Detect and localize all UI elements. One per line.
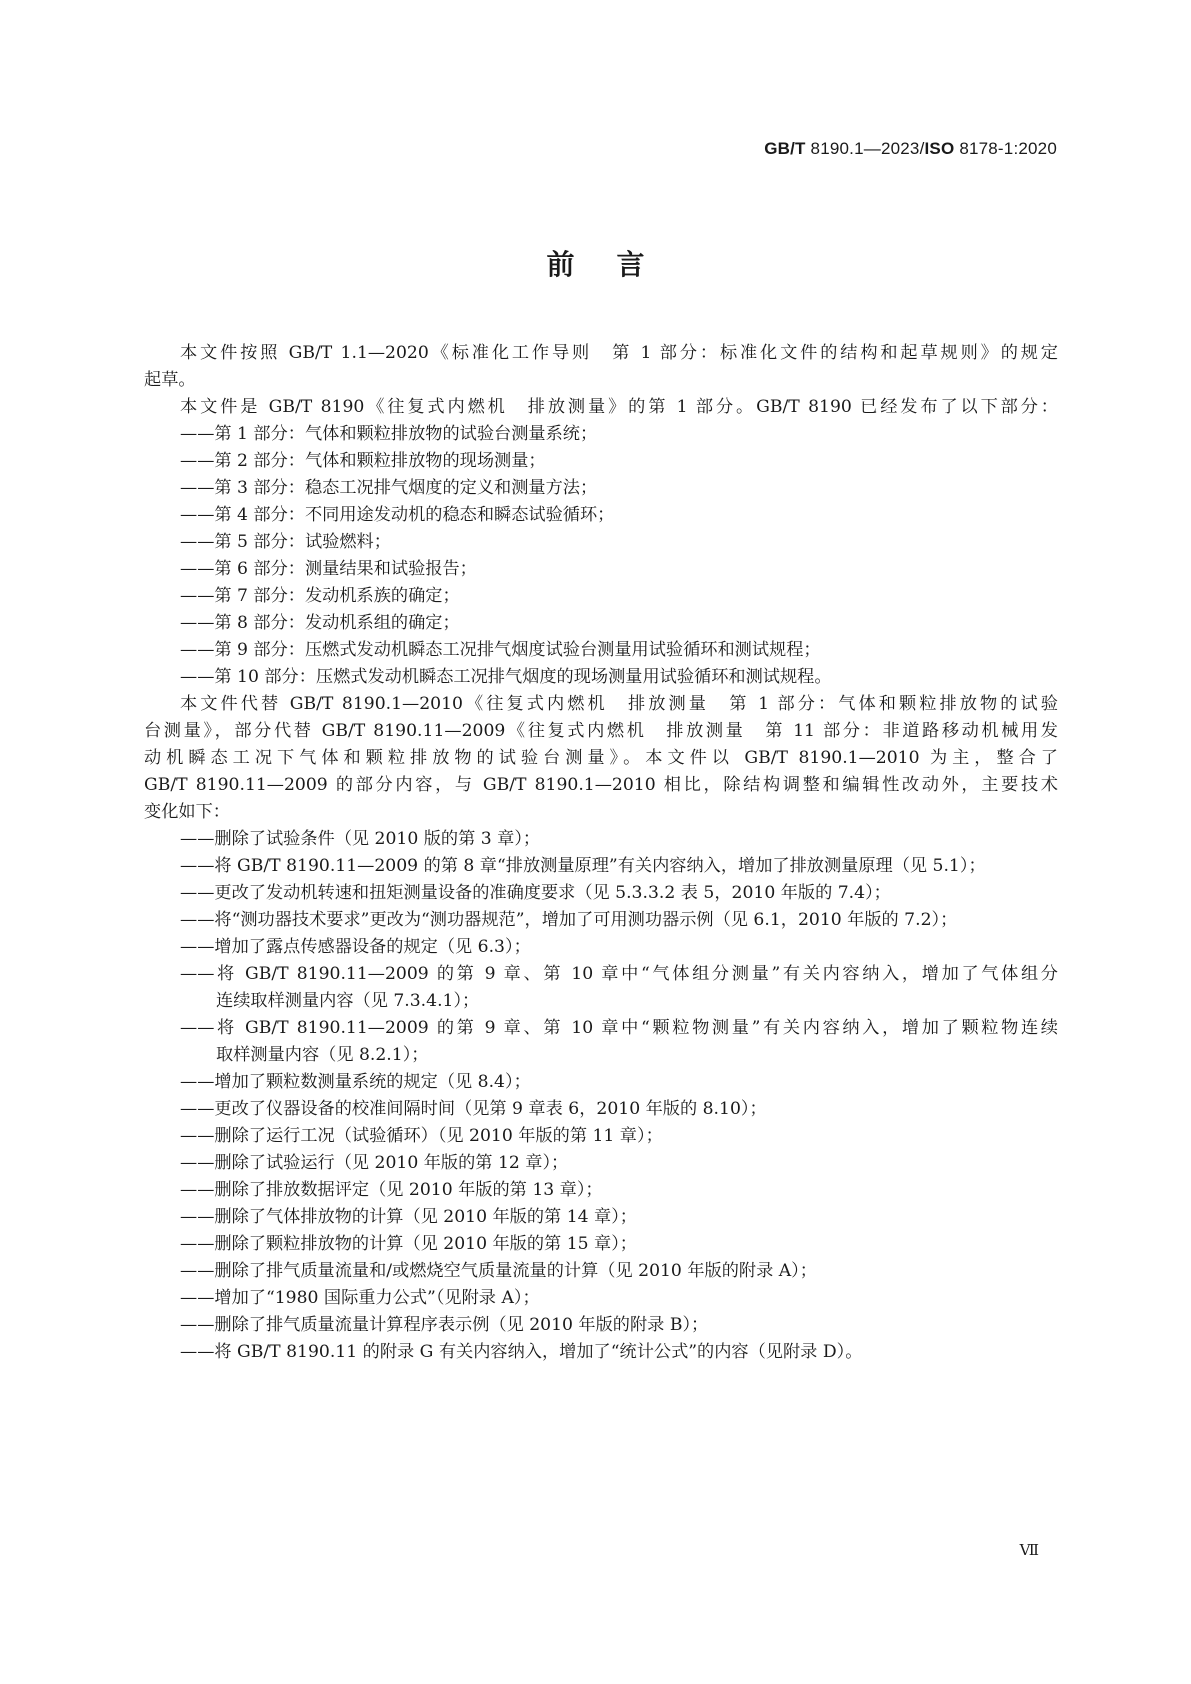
list-item: ——将 GB/T 8190.11—2009 的第 9 章、第 10 章中“气体组分测量”有关内容纳入，增加了气体组分 (180, 964, 1058, 984)
list-item: ——将 GB/T 8190.11—2009 的第 9 章、第 10 章中“颗粒物测量”有关内容纳入，增加了颗粒物连续 (180, 1018, 1058, 1038)
header-iso: ISO (924, 139, 955, 158)
list-item: ——将“测功器技术要求”更改为“测功器规范”，增加了可用测功器示例（见 6.1，2010 年版的 7.2）； (180, 910, 958, 930)
header-gb-number: 8190.1—2023/ (805, 139, 925, 158)
list-item: ——将 GB/T 8190.11 的附录 G 有关内容纳入，增加了“统计公式”的内容（见附录 D）。 (180, 1342, 863, 1362)
paragraph-line: 本文件代替 GB/T 8190.1—2010《往复式内燃机 排放测量 第 1 部分：气体和颗粒排放物的试验 (180, 694, 1058, 714)
list-item: ——更改了仪器设备的校准间隔时间（见第 9 章表 6，2010 年版的 8.10）； (180, 1099, 767, 1119)
list-item-continuation: 连续取样测量内容（见 7.3.4.1）； (216, 991, 480, 1011)
list-item: ——删除了颗粒排放物的计算（见 2010 年版的第 15 章）； (180, 1234, 637, 1254)
list-item: ——删除了排气质量流量和/或燃烧空气质量流量的计算（见 2010 年版的附录 A）； (180, 1261, 817, 1281)
header-iso-number: 8178-1:2020 (954, 139, 1057, 158)
header-gb: GB/T (764, 139, 806, 158)
standard-number (764, 139, 1057, 159)
paragraph-line: GB/T 8190.11—2009 的部分内容，与 GB/T 8190.1—2010 相比，除结构调整和编辑性改动外，主要技术 (144, 775, 1058, 795)
list-item: ——删除了试验运行（见 2010 年版的第 12 章）； (180, 1153, 569, 1173)
list-item: ——第 6 部分：测量结果和试验报告； (180, 559, 477, 579)
list-item: ——第 8 部分：发动机系组的确定； (180, 613, 460, 633)
list-item: ——第 10 部分：压燃式发动机瞬态工况排气烟度的现场测量用试验循环和测试规程。 (180, 667, 832, 687)
page-number: Ⅶ (1019, 1541, 1039, 1559)
list-item: ——删除了气体排放物的计算（见 2010 年版的第 14 章）； (180, 1207, 637, 1227)
list-item: ——删除了排放数据评定（见 2010 年版的第 13 章）； (180, 1180, 603, 1200)
list-item: ——删除了运行工况（试验循环）（见 2010 年版的第 11 章）； (180, 1126, 663, 1146)
page-title: 前言 (546, 248, 687, 281)
paragraph-line: 变化如下： (144, 802, 230, 822)
foreword-body (144, 340, 1058, 1366)
list-item: ——增加了露点传感器设备的规定（见 6.3）； (180, 937, 531, 957)
list-item: ——将 GB/T 8190.11—2009 的第 8 章“排放测量原理”有关内容纳入，增加了排放测量原理（见 5.1）； (180, 856, 986, 876)
list-item: ——第 1 部分：气体和颗粒排放物的试验台测量系统； (180, 424, 598, 444)
list-item: ——删除了排气质量流量计算程序表示例（见 2010 年版的附录 B）； (180, 1315, 709, 1335)
list-item-continuation: 取样测量内容（见 8.2.1）； (216, 1045, 429, 1065)
list-item: ——增加了“1980 国际重力公式”（见附录 A）； (180, 1288, 540, 1308)
list-item: ——删除了试验条件（见 2010 版的第 3 章）； (180, 829, 541, 849)
list-item: ——第 3 部分：稳态工况排气烟度的定义和测量方法； (180, 478, 598, 498)
list-item: ——增加了颗粒数测量系统的规定（见 8.4）； (180, 1072, 531, 1092)
list-item: ——第 5 部分：试验燃料； (180, 532, 391, 552)
list-item: ——第 9 部分：压燃式发动机瞬态工况排气烟度试验台测量用试验循环和测试规程； (180, 640, 821, 660)
list-item: ——更改了发动机转速和扭矩测量设备的准确度要求（见 5.3.3.2 表 5，2010 年版的 7.4）； (180, 883, 891, 903)
list-item: ——第 2 部分：气体和颗粒排放物的现场测量； (180, 451, 546, 471)
paragraph-line: 本文件是 GB/T 8190《往复式内燃机 排放测量》的第 1 部分。GB/T 8190 已经发布了以下部分： (180, 397, 1058, 417)
paragraph-line: 台测量》，部分代替 GB/T 8190.11—2009《往复式内燃机 排放测量 第 11 部分：非道路移动机械用发 (144, 721, 1058, 741)
paragraph-line: 动机瞬态工况下气体和颗粒排放物的试验台测量》。本文件以 GB/T 8190.1—2010 为主，整合了 (144, 748, 1058, 768)
paragraph-line: 本文件按照 GB/T 1.1—2020《标准化工作导则 第 1 部分：标准化文件的结构和起草规则》的规定 (180, 343, 1058, 363)
paragraph-line: 起草。 (144, 370, 196, 390)
list-item: ——第 4 部分：不同用途发动机的稳态和瞬态试验循环； (180, 505, 615, 525)
list-item: ——第 7 部分：发动机系族的确定； (180, 586, 460, 606)
